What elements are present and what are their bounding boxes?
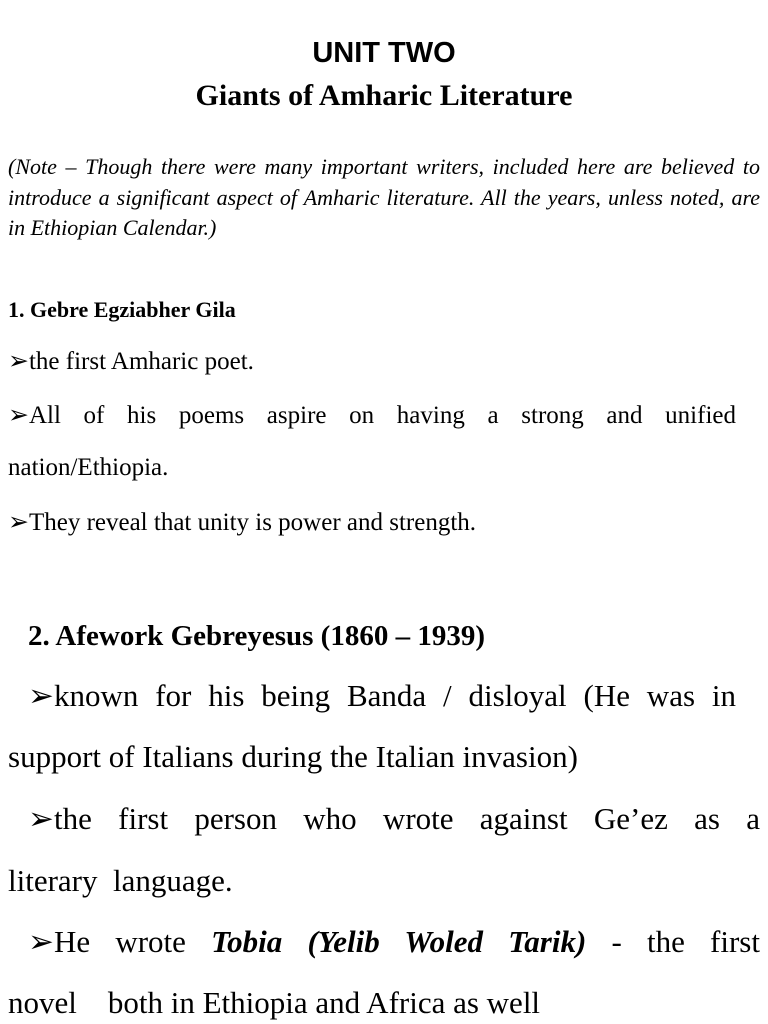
section1-item2-line1 [8,400,736,431]
section2-item1-text: known for his being Banda / disloyal (He was in [53,678,736,713]
section2-item2-text: the first person who wrote against Ge’ez as a [53,801,760,836]
section2-item1-line2: support of Italians during the Italian invasion) [8,739,578,774]
section2-item1-line1 [28,677,736,715]
section2-item2-line1 [28,800,760,838]
section1-item1 [8,346,736,377]
section2-item2-line2: literary language. [8,863,233,898]
section2-item3-line2: novel both in Ethiopia and Africa as well [8,985,541,1020]
section2-item3-pre: He wrote [53,924,212,959]
bullet-arrow-icon: ➢ [28,801,54,837]
section1-item2-text: All of his poems aspire on having a strong and unified [28,402,736,429]
section1-item1-text: the first Amharic poet. [28,348,254,375]
unit-subtitle: Giants of Amharic Literature [195,79,573,112]
section1-item3 [8,507,736,538]
bullet-arrow-icon: ➢ [28,924,54,960]
bullet-arrow-icon: ➢ [8,507,29,536]
bullet-arrow-icon: ➢ [8,346,29,375]
calendar-note: (Note – Though there were many important writers, included here are believed to introduce a significant aspect of Amharic literature. All the years, unless noted, are in Ethiopian Calendar.) [8,154,760,240]
section1-heading: 1. Gebre Egziabher Gila [8,297,236,322]
bullet-arrow-icon: ➢ [8,400,29,429]
bullet-arrow-icon: ➢ [28,678,54,714]
section2-item3-post: - the first [586,924,760,959]
section1-item2-line2: nation/Ethiopia. [8,454,169,481]
unit-title: UNIT TWO [312,37,456,69]
section2-heading: 2. Afework Gebreyesus (1860 – 1939) [28,620,485,652]
section1-item3-text: They reveal that unity is power and strength. [28,509,477,536]
section2-item3-line1 [28,923,760,961]
novel-title: Tobia (Yelib Woled Tarik) [211,924,587,959]
